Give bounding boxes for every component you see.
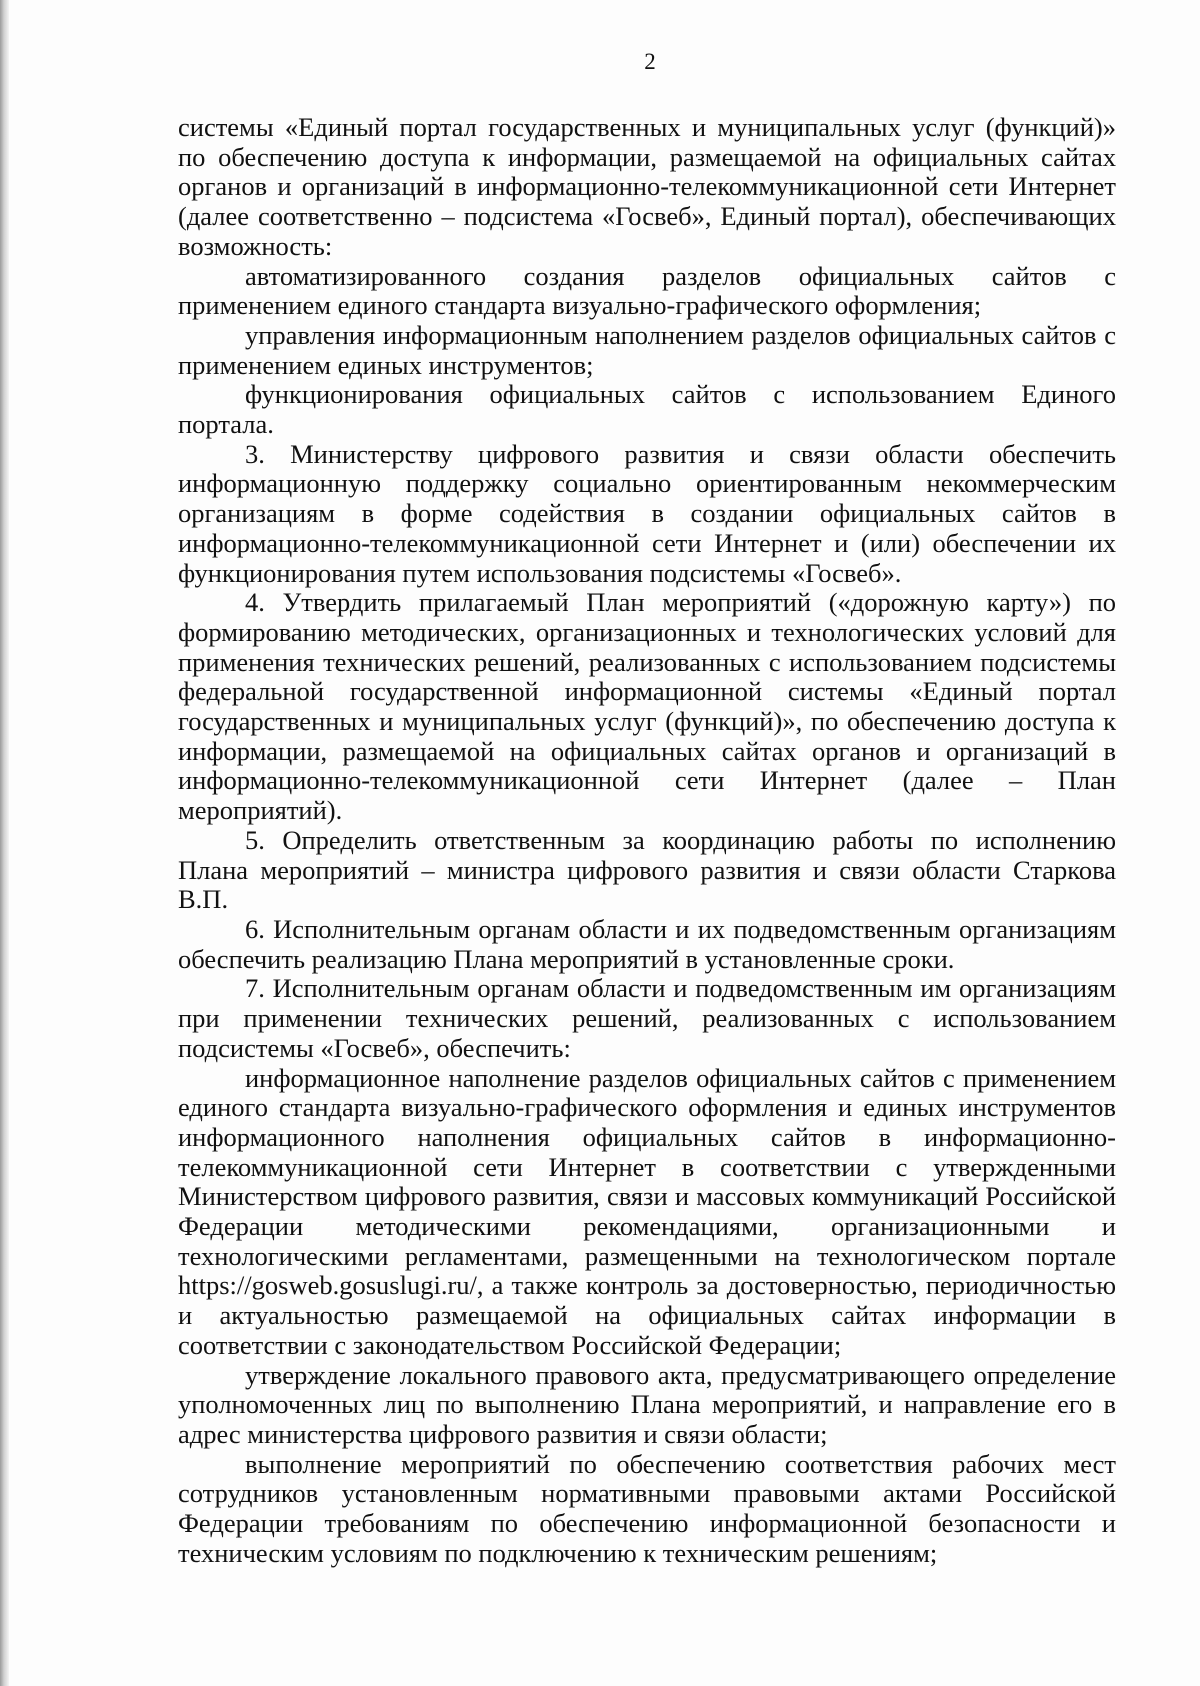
paragraph-item-7-content-filling: информационное наполнение разделов официальных сайтов с применением единого стандарта визуально-графического оформления и единых инструментов информационного наполнения официальных сайтов в информационно-телекоммуникационной сети Интернет в соответствии с утвержденными Министерством цифрового развития, связи и массовых коммуникаций Российской Федерации методическими рекомендациями, организационными и технологическими регламентами, размещенными на технологическом портале https://gosweb.gosuslugi.ru/, а также контроль за достоверностью, периодичностью и актуальностью размещаемой на официальных сайтах информации в соответствии с законодательством Российской Федерации;	[178, 1062, 1116, 1360]
scan-edge-shadow	[0, 0, 9, 1686]
paragraph-possibility-content-management: управления информационным наполнением разделов официальных сайтов с применением единых инструментов;	[178, 319, 1116, 380]
paragraph-item-6: 6. Исполнительным органам области и их подведомственным организациям обеспечить реализацию Плана мероприятий в установленные сроки.	[178, 913, 1116, 974]
paragraph-item-4: 4. Утвердить прилагаемый План мероприятий («дорожную карту») по формированию методических, организационных и технологических условий для применения технических решений, реализованных с использованием подсистемы федеральной государственной информационной системы «Единый портал государственных и муниципальных услуг (функций)», по обеспечению доступа к информации, размещаемой на официальных сайтах органов и организаций в информационно-телекоммуникационной сети Интернет (далее – План мероприятий).	[178, 587, 1116, 826]
paragraph-item-7-workplaces: выполнение мероприятий по обеспечению соответствия рабочих мест сотрудников установленным нормативными правовыми актами Российской Федерации требованиям по обеспечению информационной безопасности и техническим условиям по подключению к техническим решениям;	[178, 1448, 1116, 1568]
page-number: 2	[644, 49, 656, 74]
paragraph-item-5: 5. Определить ответственным за координацию работы по исполнению Плана мероприятий – министра цифрового развития и связи области Старкова В.П.	[178, 824, 1116, 915]
paragraph-1-continuation: системы «Единый портал государственных и муниципальных услуг (функций)» по обеспечению доступа к информации, размещаемой на официальных сайтах органов и организаций в информационно-телекоммуникационной сети Интернет (далее соответственно – подсистема «Госвеб», Единый портал), обеспечивающих возможность:	[178, 112, 1116, 261]
paragraph-item-7-local-act: утверждение локального правового акта, предусматривающего определение уполномоченных лиц по выполнению Плана мероприятий, и направление его в адрес министерства цифрового развития и связи области;	[178, 1359, 1116, 1449]
paragraph-possibility-automated-creation: автоматизированного создания разделов официальных сайтов с применением единого стандарта визуально-графического оформления;	[178, 260, 1116, 321]
paragraph-item-7: 7. Исполнительным органам области и подведомственным им организациям при применении технических решений, реализованных с использованием подсистемы «Госвеб», обеспечить:	[178, 973, 1116, 1063]
document-body	[178, 113, 1116, 1568]
paragraph-item-3: 3. Министерству цифрового развития и связи области обеспечить информационную поддержку социально ориентированным некоммерческим организациям в форме содействия в создании официальных сайтов в информационно-телекоммуникационной сети Интернет и (или) обеспечении их функционирования путем использования подсистемы «Госвеб».	[178, 438, 1116, 588]
paragraph-possibility-functioning: функционирования официальных сайтов с использованием Единого портала.	[178, 379, 1116, 440]
